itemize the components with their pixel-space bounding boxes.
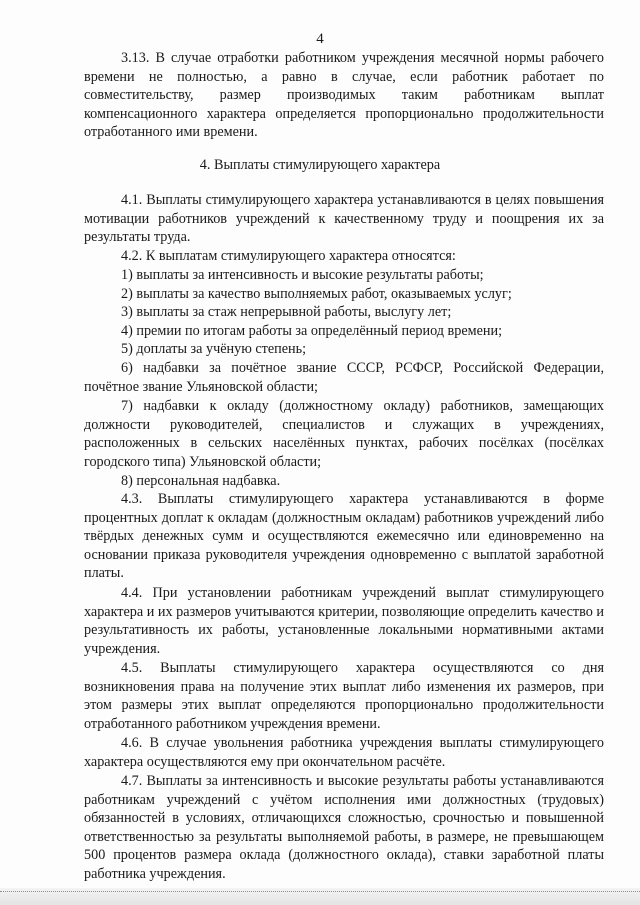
paragraph-4-6: 4.6. В случае увольнения работника учреждения выплаты стимулирующего характера осуществляются ему при окончательном расчёте. [84,735,604,770]
paragraph-4-2: 4.2. К выплатам стимулирующего характера относятся: [121,248,456,264]
paragraph-4-7: 4.7. Выплаты за интенсивность и высокие результаты работы устанавливаются работникам учреждений с учётом исполнения ими должностных (трудовых) обязанностей в условиях, отличающихся сложностью, срочностью и повышенной ответственностью за результаты выполняемой работы, в размере, не превышающем 500 процентов размера оклада (должностного оклада), ставки заработной платы работника учреждения. [84,773,604,882]
scan-bottom-edge [0,888,640,905]
list-item-8: 8) персональная надбавка. [121,473,281,489]
paragraph-4-3: 4.3. Выплаты стимулирующего характера устанавливаются в форме процентных доплат к окладам (должностным окладам) работников учреждений либо твёрдых денежных сумм и осуществляются ежемесячно или единовременно на основании приказа руководителя учреждения одновременно с выплатой заработной платы. [84,491,604,582]
list-item-6: 6) надбавки за почётное звание СССР, РСФСР, Российской Федерации, почётное звание Ульяновской области; [84,360,604,395]
paragraph-4-5: 4.5. Выплаты стимулирующего характера осуществляются со дня возникновения права на получение этих выплат либо изменения их размеров, при этом размеры этих выплат определяются пропорционально продолжительности отработанного работником учреждения времени. [84,660,604,732]
paragraph-3-13: 3.13. В случае отработки работником учреждения месячной нормы рабочего времени не полностью, а равно в случае, если работник работает по совместительству, размер производимых таким работникам выплат компенсационного характера определяется пропорционально продолжительности отработанного ими времени. [84,50,604,141]
paragraph-4-4: 4.4. При установлении работникам учреждений выплат стимулирующего характера и их размеров учитываются критерии, позволяющие определить качество и результативность их работы, установленные локальными нормативными актами учреждения. [84,585,604,657]
list-item-3: 3) выплаты за стаж непрерывной работы, выслугу лет; [121,304,452,320]
page-number: 4 [316,31,324,47]
list-item-7: 7) надбавки к окладу (должностному окладу) работников, замещающих должности руководителей, специалистов и служащих в учреждениях, расположенных в сельских населённых пунктах, рабочих посёлках (посёлках городского типа) Ульяновской области; [84,398,604,470]
paragraph-4-1: 4.1. Выплаты стимулирующего характера устанавливаются в целях повышения мотивации работников учреждений к качественному труду и поощрения их за результаты труда. [84,192,604,246]
list-item-4: 4) премии по итогам работы за определённый период времени; [121,323,503,339]
list-item-5: 5) доплаты за учёную степень; [121,341,307,357]
section-heading-4: 4. Выплаты стимулирующего характера [199,157,441,173]
list-item-2: 2) выплаты за качество выполняемых работ, оказываемых услуг; [121,286,512,302]
list-item-1: 1) выплаты за интенсивность и высокие результаты работы; [121,267,484,283]
